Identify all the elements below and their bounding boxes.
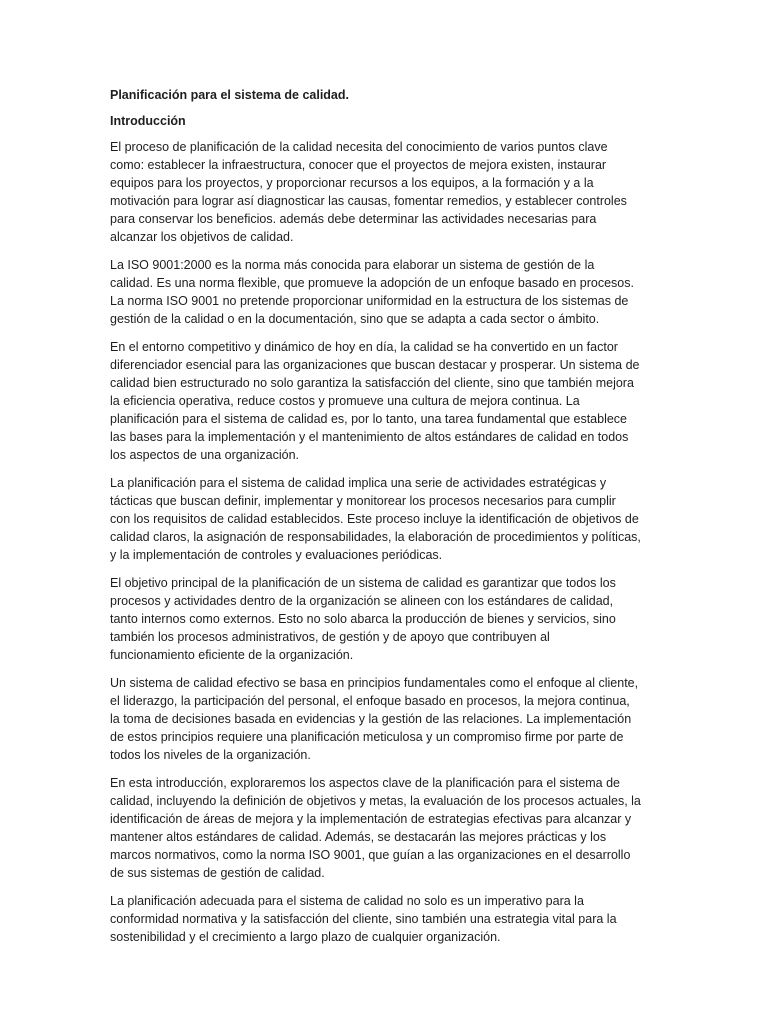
paragraph-line: como: establecer la infraestructura, conocer que el proyectos de mejora existen, instaurar: [110, 158, 607, 172]
paragraph-line: tácticas que buscan definir, implementar y monitorear los procesos necesarios para cumplir: [110, 494, 616, 508]
paragraph-line: tanto internos como externos. Esto no solo abarca la producción de bienes y servicios, sino: [110, 612, 616, 626]
paragraph-line: calidad claros, la asignación de responsabilidades, la elaboración de procedimientos y políticas,: [110, 530, 641, 544]
paragraph-line: gestión de la calidad o en la documentación, sino que se adapta a cada sector o ámbito.: [110, 312, 600, 326]
paragraph-line: En esta introducción, exploraremos los aspectos clave de la planificación para el sistema de: [110, 776, 620, 790]
paragraph-line: mantener altos estándares de calidad. Además, se destacarán las mejores prácticas y los: [110, 830, 607, 844]
paragraph-line: La ISO 9001:2000 es la norma más conocida para elaborar un sistema de gestión de la: [110, 258, 595, 272]
paragraph-line: para conservar los beneficios. además debe determinar las actividades necesarias para: [110, 212, 597, 226]
paragraph-line: marcos normativos, como la norma ISO 9001, que guían a las organizaciones en el desarrollo: [110, 848, 631, 862]
section-heading-introduccion: Introducción: [110, 114, 186, 128]
paragraph-line: con los requisitos de calidad establecidos. Este proceso incluye la identificación de objetivos de: [110, 512, 639, 526]
paragraph-line: calidad bien estructurado no solo garantiza la satisfacción del cliente, sino que también mejora: [110, 376, 634, 390]
paragraph-line: motivación para lograr así diagnosticar las causas, fomentar remedios, y establecer controles: [110, 194, 627, 208]
paragraph-line: planificación para el sistema de calidad es, por lo tanto, una tarea fundamental que establece: [110, 412, 627, 426]
paragraph-line: En el entorno competitivo y dinámico de hoy en día, la calidad se ha convertido en un factor: [110, 340, 618, 354]
paragraph-line: La planificación adecuada para el sistema de calidad no solo es un imperativo para la: [110, 894, 584, 908]
paragraph: [110, 674, 710, 764]
paragraph-line: conformidad normativa y la satisfacción del cliente, sino también una estrategia vital para la: [110, 912, 617, 926]
paragraph-line: diferenciador esencial para las organizaciones que buscan destacar y prosperar. Un sistema de: [110, 358, 640, 372]
paragraph-line: calidad, incluyendo la definición de objetivos y metas, la evaluación de los procesos actuales, la: [110, 794, 641, 808]
paragraph: [110, 256, 710, 328]
paragraph-line: el liderazgo, la participación del personal, el enfoque basado en procesos, la mejora continua,: [110, 694, 630, 708]
paragraph-line: La planificación para el sistema de calidad implica una serie de actividades estratégicas y: [110, 476, 607, 490]
document-title: Planificación para el sistema de calidad.: [110, 88, 349, 102]
paragraph-line: de estos principios requiere una planificación meticulosa y un compromiso firme por parte de: [110, 730, 624, 744]
paragraph-line: la eficiencia operativa, reduce costos y promueve una cultura de mejora continua. La: [110, 394, 580, 408]
paragraph-line: de sus sistemas de gestión de calidad.: [110, 866, 325, 880]
paragraph: [110, 892, 710, 946]
paragraph-line: calidad. Es una norma flexible, que promueve la adopción de un enfoque basado en procesos.: [110, 276, 634, 290]
paragraph-line: sostenibilidad y el crecimiento a largo plazo de cualquier organización.: [110, 930, 501, 944]
paragraph-line: las bases para la implementación y el mantenimiento de altos estándares de calidad en todos: [110, 430, 629, 444]
paragraph: [110, 574, 710, 664]
paragraph: [110, 138, 710, 246]
paragraph-line: y la implementación de controles y evaluaciones periódicas.: [110, 548, 443, 562]
paragraph-line: también los procesos administrativos, de gestión y de apoyo que contribuyen al: [110, 630, 550, 644]
paragraph-line: Un sistema de calidad efectivo se basa en principios fundamentales como el enfoque al cliente,: [110, 676, 639, 690]
paragraph-line: identificación de áreas de mejora y la implementación de estrategias efectivas para alcanzar y: [110, 812, 632, 826]
paragraph-line: todos los niveles de la organización.: [110, 748, 311, 762]
paragraph-line: La norma ISO 9001 no pretende proporcionar uniformidad en la estructura de los sistemas de: [110, 294, 629, 308]
paragraph-line: procesos y actividades dentro de la organización se alineen con los estándares de calidad,: [110, 594, 614, 608]
paragraph: [110, 338, 710, 464]
paragraph-line: equipos para los proyectos, y proporcionar recursos a los equipos, a la formación y a la: [110, 176, 594, 190]
paragraph: [110, 474, 710, 564]
paragraph-line: funcionamiento eficiente de la organización.: [110, 648, 354, 662]
paragraph-list: [110, 138, 710, 946]
paragraph-line: El objetivo principal de la planificación de un sistema de calidad es garantizar que todos los: [110, 576, 616, 590]
paragraph-line: El proceso de planificación de la calidad necesita del conocimiento de varios puntos clave: [110, 140, 608, 154]
paragraph-line: la toma de decisiones basada en evidencias y la gestión de las relaciones. La implementación: [110, 712, 632, 726]
paragraph-line: alcanzar los objetivos de calidad.: [110, 230, 294, 244]
document-body: [110, 86, 710, 956]
paragraph-line: los aspectos de una organización.: [110, 448, 300, 462]
paragraph: [110, 774, 710, 882]
